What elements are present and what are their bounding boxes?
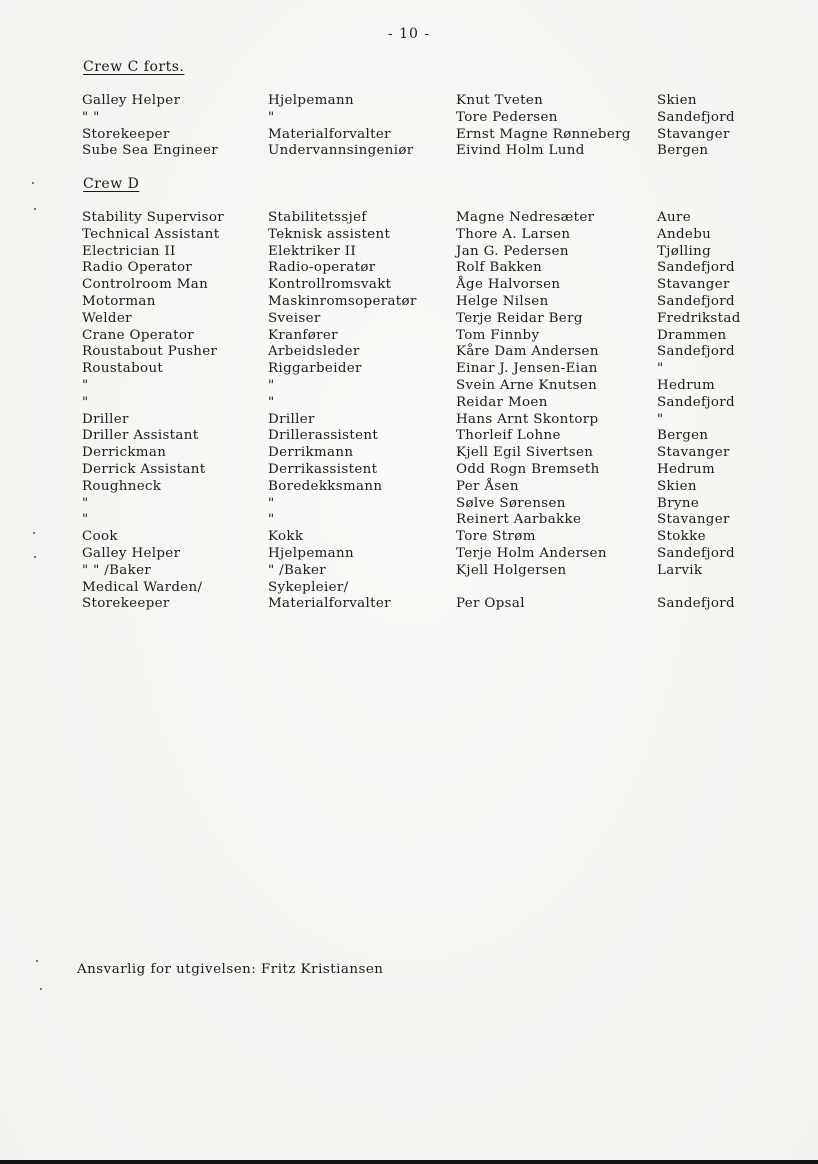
norwegian-title: Hjelpemann (268, 93, 354, 108)
crew-name: Thore A. Larsen (456, 226, 571, 242)
crew-row (0, 127, 818, 144)
english-title: Motorman (82, 293, 156, 309)
english-title: Driller (82, 411, 129, 427)
norwegian-title: Stabilitetssjef (268, 210, 367, 225)
norwegian-title: Materialforvalter (268, 596, 391, 612)
crew-name: Thorleif Lohne (456, 428, 561, 444)
english-title: " (82, 377, 89, 393)
hometown: Larvik (657, 562, 703, 578)
norwegian-title: " (268, 109, 275, 125)
english-title: Storekeeper (82, 596, 170, 612)
english-title: Sube Sea Engineer (82, 143, 218, 159)
norwegian-title: Elektriker II (268, 243, 356, 259)
english-title: Controlroom Man (82, 277, 209, 293)
crew-name: Reidar Moen (456, 394, 548, 410)
crew-name: Jan G. Pedersen (456, 243, 569, 259)
norwegian-title: Derrikmann (268, 445, 354, 461)
norwegian-title: Driller (268, 411, 315, 427)
hometown: Aure (657, 210, 692, 225)
crew-row (0, 596, 818, 613)
norwegian-title: Undervannsingeniør (268, 143, 414, 159)
norwegian-title: Drillerassistent (268, 428, 379, 444)
hometown: " (657, 361, 664, 377)
hometown: Tjølling (657, 243, 711, 259)
crew-name: Helge Nilsen (456, 293, 549, 309)
english-title: Roustabout Pusher (82, 344, 218, 360)
crew-name: Per Åsen (456, 478, 519, 494)
norwegian-title: Hjelpemann (268, 545, 354, 561)
crew-row (0, 378, 818, 395)
norwegian-title: " /Baker (268, 562, 326, 578)
english-title: Driller Assistant (82, 428, 199, 444)
hometown: Skien (657, 93, 697, 108)
hometown: Sandefjord (657, 109, 735, 125)
english-title: Welder (82, 310, 132, 326)
crew-name: Einar J. Jensen-Eian (456, 361, 598, 377)
crew-row (0, 110, 818, 127)
norwegian-title: Sveiser (268, 310, 321, 326)
crew-name: Tore Pedersen (456, 109, 558, 125)
crew-name: Eivind Holm Lund (456, 143, 585, 159)
margin-speck (34, 556, 36, 558)
norwegian-title: Radio-operatør (268, 260, 376, 276)
page-number: - 10 - (387, 26, 431, 42)
hometown: Stavanger (657, 512, 730, 528)
english-title: Roughneck (82, 478, 162, 494)
hometown: Sandefjord (657, 344, 735, 360)
english-title: Cook (82, 529, 118, 545)
norwegian-title: " (268, 394, 275, 410)
hometown: Sandefjord (657, 260, 735, 276)
hometown: Stokke (657, 529, 706, 545)
crew-row (0, 294, 818, 311)
english-title: " (82, 394, 89, 410)
crew-c-heading: Crew C forts. (83, 59, 185, 75)
crew-name: Kjell Egil Sivertsen (456, 445, 594, 461)
english-title: " " /Baker (82, 562, 152, 578)
margin-speck (36, 960, 38, 962)
english-title: Galley Helper (82, 545, 181, 561)
crew-row (0, 395, 818, 412)
crew-d-list (0, 210, 818, 613)
hometown: Hedrum (657, 461, 715, 477)
english-title: " " (82, 109, 100, 125)
english-title: Electrician II (82, 243, 176, 259)
hometown: " (657, 411, 664, 427)
english-title: Derrick Assistant (82, 461, 206, 477)
crew-row (0, 227, 818, 244)
hometown: Stavanger (657, 277, 730, 293)
crew-name: Odd Rogn Bremseth (456, 461, 600, 477)
norwegian-title: Arbeidsleder (268, 344, 360, 360)
crew-row (0, 512, 818, 529)
crew-row (0, 93, 818, 110)
hometown: Andebu (657, 226, 712, 242)
crew-name: Rolf Bakken (456, 260, 543, 276)
norwegian-title: Kokk (268, 529, 304, 545)
crew-name: Knut Tveten (456, 93, 544, 108)
crew-name: Svein Arne Knutsen (456, 377, 598, 393)
hometown: Sandefjord (657, 394, 735, 410)
hometown: Bergen (657, 143, 709, 159)
norwegian-title: Maskinromsoperatør (268, 293, 417, 309)
crew-row (0, 445, 818, 462)
hometown: Bryne (657, 495, 700, 511)
hometown: Skien (657, 478, 697, 494)
english-title: Medical Warden/ (82, 579, 203, 595)
english-title: Roustabout (82, 361, 164, 377)
margin-speck (40, 988, 42, 990)
english-title: " (82, 512, 89, 528)
crew-name: Terje Reidar Berg (456, 310, 583, 326)
crew-name: Kåre Dam Andersen (456, 344, 599, 360)
hometown: Sandefjord (657, 596, 735, 612)
english-title: Technical Assistant (82, 226, 220, 242)
hometown: Stavanger (657, 445, 730, 461)
hometown: Drammen (657, 327, 727, 343)
crew-row (0, 277, 818, 294)
norwegian-title: Kranfører (268, 327, 338, 343)
english-title: Radio Operator (82, 260, 193, 276)
crew-row (0, 244, 818, 261)
english-title: Derrickman (82, 445, 167, 461)
norwegian-title: Derrikassistent (268, 461, 378, 477)
scan-edge (0, 1160, 818, 1164)
crew-row (0, 344, 818, 361)
crew-row (0, 546, 818, 563)
margin-speck (32, 182, 34, 184)
crew-name: Kjell Holgersen (456, 562, 567, 578)
crew-row (0, 496, 818, 513)
norwegian-title: Riggarbeider (268, 361, 362, 377)
hometown: Sandefjord (657, 545, 735, 561)
crew-name: Tore Strøm (456, 529, 536, 545)
publisher-footer: Ansvarlig for utgivelsen: Fritz Kristiansen (77, 962, 384, 977)
crew-row (0, 260, 818, 277)
crew-name: Reinert Aarbakke (456, 512, 582, 528)
english-title: Storekeeper (82, 126, 170, 142)
crew-name: Terje Holm Andersen (456, 545, 607, 561)
crew-row (0, 361, 818, 378)
crew-row (0, 311, 818, 328)
norwegian-title: " (268, 377, 275, 393)
hometown: Sandefjord (657, 293, 735, 309)
norwegian-title: Sykepleier/ (268, 579, 349, 595)
crew-row (0, 462, 818, 479)
crew-row (0, 412, 818, 429)
crew-d-heading: Crew D (83, 176, 140, 192)
english-title: Stability Supervisor (82, 210, 225, 225)
crew-row (0, 428, 818, 445)
hometown: Stavanger (657, 126, 730, 142)
crew-row (0, 328, 818, 345)
crew-name: Ernst Magne Rønneberg (456, 126, 631, 142)
crew-row (0, 529, 818, 546)
crew-name: Tom Finnby (456, 327, 540, 343)
norwegian-title: Kontrollromsvakt (268, 277, 392, 293)
english-title: " (82, 495, 89, 511)
hometown: Bergen (657, 428, 709, 444)
norwegian-title: " (268, 495, 275, 511)
crew-row (0, 563, 818, 580)
english-title: Galley Helper (82, 93, 181, 108)
crew-row (0, 479, 818, 496)
crew-row (0, 580, 818, 597)
hometown: Fredrikstad (657, 310, 741, 326)
margin-speck (33, 532, 35, 534)
norwegian-title: Materialforvalter (268, 126, 391, 142)
english-title: Crane Operator (82, 327, 195, 343)
hometown: Hedrum (657, 377, 715, 393)
crew-name: Per Opsal (456, 596, 525, 612)
crew-c-list (0, 93, 818, 160)
crew-name: Magne Nedresæter (456, 210, 595, 225)
crew-row (0, 210, 818, 227)
norwegian-title: Boredekksmann (268, 478, 383, 494)
norwegian-title: " (268, 512, 275, 528)
crew-name: Sølve Sørensen (456, 495, 566, 511)
margin-speck (34, 208, 36, 210)
crew-name: Åge Halvorsen (456, 277, 561, 293)
crew-row (0, 143, 818, 160)
norwegian-title: Teknisk assistent (268, 226, 391, 242)
crew-name: Hans Arnt Skontorp (456, 411, 599, 427)
